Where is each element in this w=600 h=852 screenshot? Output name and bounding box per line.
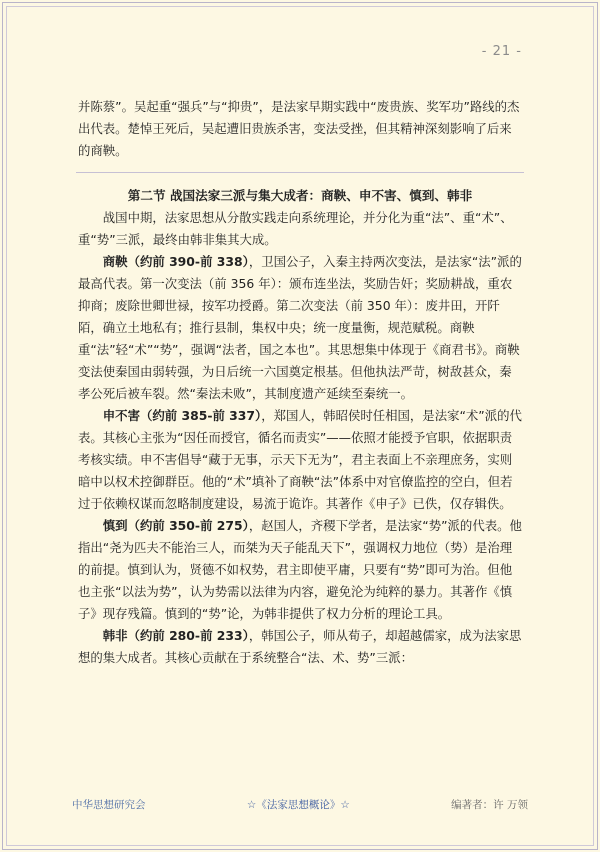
intro-paragraph: 并陈蔡”。吴起重“强兵”与“抑贵”，是法家早期实践中“废贵族、奖军功”路线的杰出代表。楚悼王死后，吴起遭旧贵族杀害，变法受挫，但其精神深刻影响了后来的商鞅。 <box>78 99 520 158</box>
page-footer <box>72 797 528 812</box>
figure-text: ，郑国人，韩昭侯时任相国，是法家“术”派的代表。其核心主张为“因任而授官，循名而责实”——依照才能授予官职，依据职责考核实绩。申不害倡导“藏于无事，示天下无为”，君主表面上不亲理庶务，实则暗中以权术控御群臣。他的“术”填补了商鞅“法”体系中对官僚监控的空白，但若过于依赖权谋而忽略制度建设，易流于诡诈。其著作《申子》已佚，仅存辑佚。 <box>78 408 522 511</box>
figure-paragraph-han-fei <box>78 625 522 669</box>
footer-organization: 中华思想研究会 <box>72 799 146 811</box>
figure-text: ，卫国公子，入秦主持两次变法，是法家“法”派的最高代表。第一次变法（前 356 年）：颁布连坐法，奖励告奸；奖励耕战，重农抑商；废除世卿世禄，按军功授爵。第二次变法（前 350 年）：废井田，开阡陌，确立土地私有；推行县制，集权中央；统一度量衡，规范赋税。商鞅重“法”轻“术”“势”，强调“法者，国之本也”。其思想集中体现于《商君书》。商鞅变法使秦国由弱转强，为日后统一六国奠定根基。但他执法严苛，树敌甚众，秦孝公死后被车裂。然“秦法未败”，其制度遗产延续至秦统一。 <box>78 254 522 401</box>
figure-heading: 慎到（约前 350-前 275） <box>102 518 249 533</box>
figure-heading: 申不害（约前 385-前 337） <box>102 408 262 423</box>
figure-paragraph-shen-buhai <box>78 405 522 515</box>
overview-paragraph: 战国中期，法家思想从分散实践走向系统理论，并分化为重“法”、重“术”、重“势”三派，最终由韩非集其大成。 <box>78 210 513 247</box>
figure-text: ，赵国人，齐稷下学者，是法家“势”派的代表。他指出“尧为匹夫不能治三人，而桀为天子能乱天下”，强调权力地位（势）是治理的前提。慎到认为，贤德不如权势，君主即使平庸，只要有“势”即可为治。但他也主张“以法为势”，认为势需以法律为内容，避免沦为纯粹的暴力。其著作《慎子》现存残篇。慎到的“势”论，为韩非提供了权力分析的理论工具。 <box>78 518 522 621</box>
footer-book-title: ☆《法家思想概论》☆ <box>246 799 350 811</box>
section-title: 第二节 战国法家三派与集大成者：商鞅、申不害、慎到、韩非 <box>127 188 473 203</box>
footer-author: 编著者：许 万领 <box>451 799 528 811</box>
figure-text: ，韩国公子，师从荀子，却超越儒家，成为法家思想的集大成者。其核心贡献在于系统整合“法、术、势”三派： <box>78 628 522 665</box>
section-divider <box>76 172 524 173</box>
page-number: - 21 - <box>481 44 522 59</box>
figure-paragraph-shang-yang <box>78 251 522 405</box>
figure-heading: 韩非（约前 280-前 233） <box>102 628 249 643</box>
figure-paragraph-shen-dao <box>78 515 522 625</box>
page-content <box>78 96 522 669</box>
figure-heading: 商鞅（约前 390-前 338） <box>102 254 249 269</box>
